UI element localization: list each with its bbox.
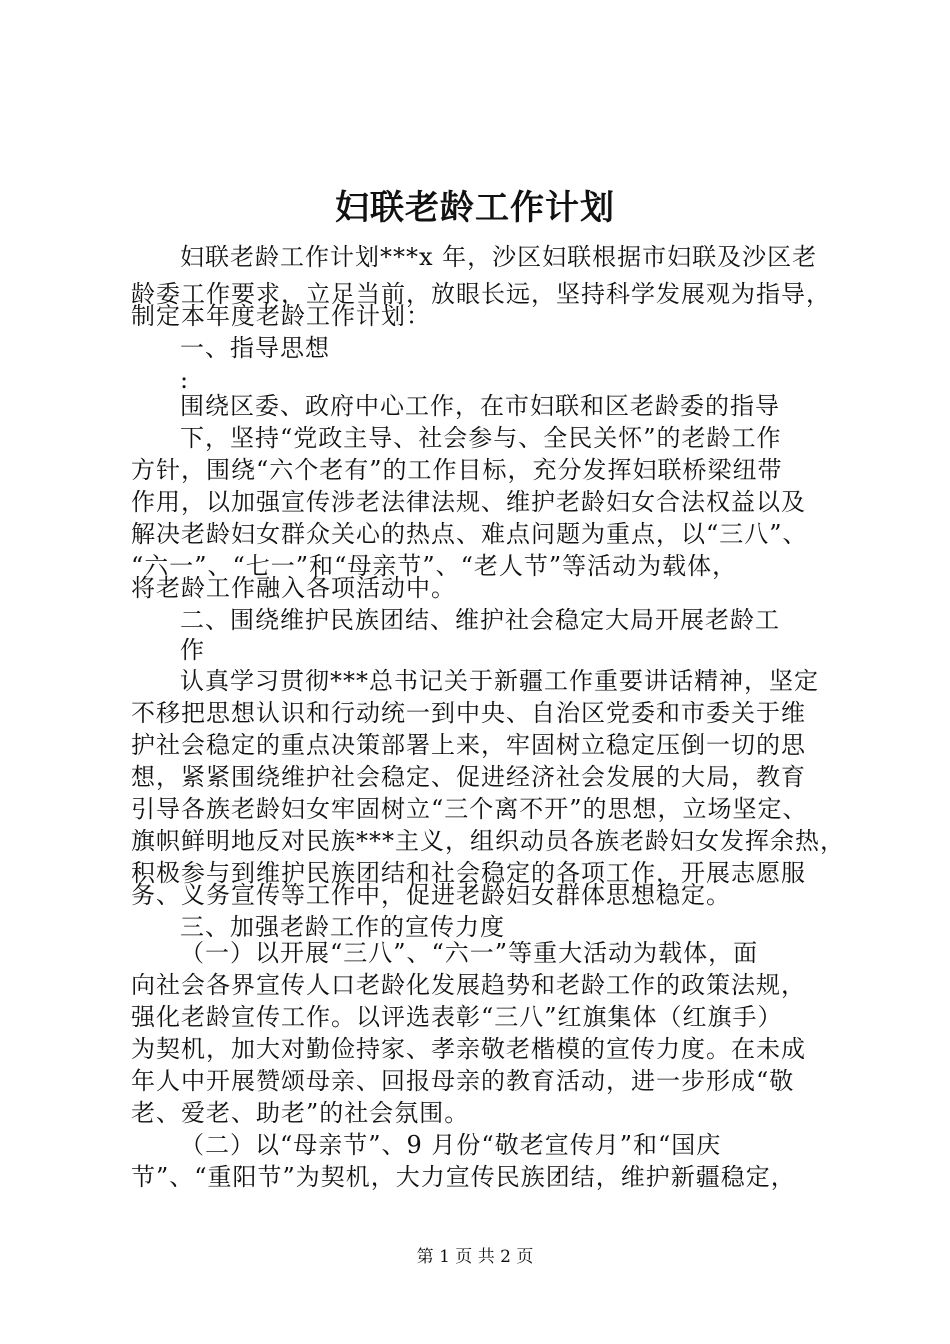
paragraph-line: （一）以开展“三八”、“六一”等重大活动为载体，面 [180, 939, 759, 967]
paragraph-line: 解决老龄妇女群众关心的热点、难点问题为重点，以“三八”、 [131, 520, 808, 548]
paragraph-line: 节”、“重阳节”为契机，大力宣传民族团结，维护新疆稳定， [131, 1163, 796, 1191]
paragraph-line: 围绕区委、政府中心工作，在市妇联和区老龄委的指导 [180, 392, 780, 420]
section-heading: 二、围绕维护民族团结、维护社会稳定大局开展老龄工 [180, 606, 780, 634]
paragraph-line: 不移把思想认识和行动统一到中央、自治区党委和市委关于维 [131, 699, 806, 727]
paragraph-line: 引导各族老龄妇女牢固树立“三个离不开”的思想，立场坚定、 [131, 795, 808, 823]
section-heading: 一、指导思想 [180, 334, 330, 362]
paragraph-line: 老、爱老、助老”的社会氛围。 [131, 1099, 470, 1127]
paragraph-line: 强化老龄宣传工作。以评选表彰“三八”红旗集体（红旗手） [131, 1003, 783, 1031]
paragraph-line: 务、义务宣传等工作中，促进老龄妇女群体思想稳定。 [131, 881, 731, 909]
paragraph-line: 旗帜鲜明地反对民族***主义，组织动员各族老龄妇女发挥余热， [131, 827, 845, 855]
paragraph-line: 将老龄工作融入各项活动中。 [131, 574, 456, 602]
section-heading: 三、加强老龄工作的宣传力度 [180, 913, 505, 941]
page-footer: 第 1 页 共 2 页 [416, 1247, 534, 1267]
paragraph-line: 作用，以加强宣传涉老法律法规、维护老龄妇女合法权益以及 [131, 488, 806, 516]
paragraph-line: “六一”、“七一”和“母亲节”、“老人节”等活动为载体， [131, 552, 738, 580]
paragraph-line: 年人中开展赞颂母亲、回报母亲的教育活动，进一步形成“敬 [131, 1067, 795, 1095]
paragraph-line: 认真学习贯彻***总书记关于新疆工作重要讲话精神，坚定 [180, 667, 819, 695]
paragraph-line: 妇联老龄工作计划***x 年，沙区妇联根据市妇联及沙区老 [180, 243, 818, 271]
paragraph-line: : [180, 366, 190, 394]
paragraph-line: 为契机，加大对勤俭持家、孝亲敬老楷模的宣传力度。在未成 [131, 1035, 806, 1063]
paragraph-line: 下，坚持“党政主导、社会参与、全民关怀”的老龄工作 [180, 424, 782, 452]
paragraph-line: 想，紧紧围绕维护社会稳定、促进经济社会发展的大局，教育 [131, 763, 806, 791]
paragraph-line: 方针，围绕“六个老有”的工作目标，充分发挥妇联桥梁纽带 [131, 456, 783, 484]
document-title: 妇联老龄工作计划 [335, 188, 615, 228]
section-heading: 作 [180, 636, 205, 664]
paragraph-line: （二）以“母亲节”、9 月份“敬老宣传月”和“国庆 [180, 1131, 722, 1159]
paragraph-line: 护社会稳定的重点决策部署上来，牢固树立稳定压倒一切的思 [131, 731, 806, 759]
paragraph-line: 向社会各界宣传人口老龄化发展趋势和老龄工作的政策法规， [131, 971, 806, 999]
paragraph-line: 制定本年度老龄工作计划： [131, 302, 431, 330]
paragraph-line: 积极参与到维护民族团结和社会稳定的各项工作，开展志愿服 [131, 859, 806, 887]
paragraph-line: 龄委工作要求，立足当前，放眼长远，坚持科学发展观为指导， [131, 280, 831, 308]
